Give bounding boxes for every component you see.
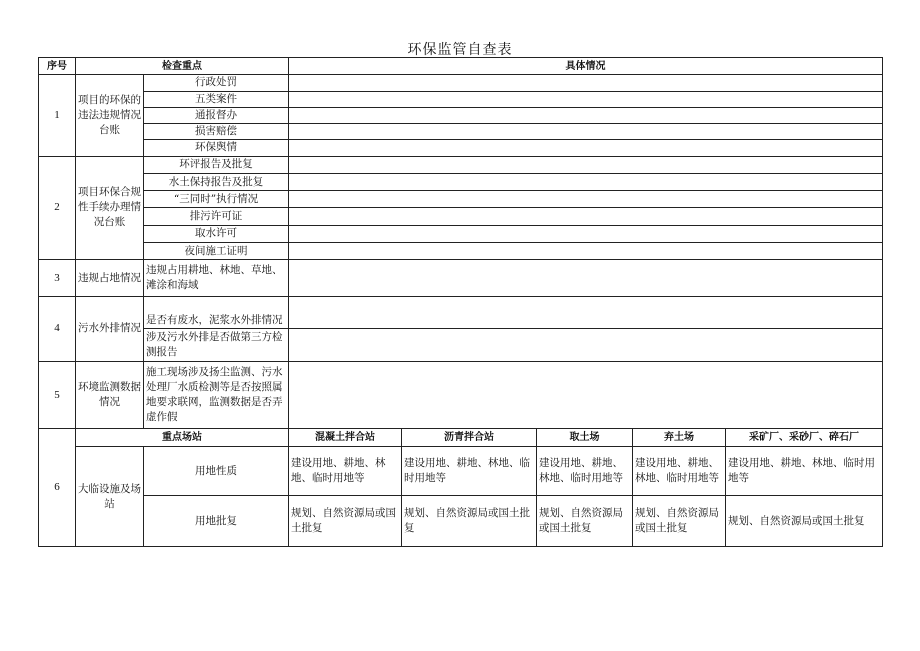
station-cell: 建设用地、耕地、林地、临时用地等 [537, 447, 633, 496]
section-label: 项目的环保的违法违规情况台账 [76, 75, 144, 156]
focus-item: 环评报告及批复 [144, 156, 289, 173]
key-station-header: 重点场站 [76, 429, 289, 447]
row-label: 用地批复 [144, 496, 289, 547]
row-label: 用地性质 [144, 447, 289, 496]
detail-cell[interactable] [289, 208, 883, 225]
table-row [39, 329, 883, 362]
detail-cell[interactable] [289, 243, 883, 260]
table-row [39, 75, 883, 91]
focus-item: 排污许可证 [144, 208, 289, 225]
section-number: 5 [39, 361, 76, 428]
self-check-table [38, 57, 883, 547]
detail-cell[interactable] [289, 156, 883, 173]
station-cell: 建设用地、耕地、林地、临时用地等 [289, 447, 402, 496]
focus-item: 涉及污水外排是否做第三方检测报告 [144, 329, 289, 362]
detail-cell[interactable] [289, 260, 883, 297]
station-column-header: 弃土场 [633, 429, 726, 447]
table-row [39, 243, 883, 260]
focus-item: 环保舆情 [144, 140, 289, 156]
station-cell: 规划、自然资源局或国土批复 [402, 496, 537, 547]
focus-item: 夜间施工证明 [144, 243, 289, 260]
detail-cell[interactable] [289, 329, 883, 362]
table-row [39, 496, 883, 547]
station-cell: 建设用地、耕地、林地、临时用地等 [633, 447, 726, 496]
table-row [39, 296, 883, 329]
focus-item: “三同时”执行情况 [144, 191, 289, 208]
station-cell: 建设用地、耕地、林地、临时用地等 [726, 447, 883, 496]
focus-item: 通报督办 [144, 107, 289, 123]
focus-item: 取水许可 [144, 225, 289, 242]
detail-cell[interactable] [289, 140, 883, 156]
table-row [39, 447, 883, 496]
table-row [39, 429, 883, 447]
station-cell: 建设用地、耕地、林地、临时用地等 [402, 447, 537, 496]
station-column-header: 混凝土拌合站 [289, 429, 402, 447]
section-number: 2 [39, 156, 76, 260]
focus-item: 施工现场涉及扬尘监测、污水处理厂水质检测等是否按照属地要求联网，监测数据是否弄虚作假 [144, 361, 289, 428]
focus-item: 违规占用耕地、林地、草地、滩涂和海域 [144, 260, 289, 297]
section-number: 4 [39, 296, 76, 361]
focus-item: 损害赔偿 [144, 124, 289, 140]
section-label: 违规占地情况 [76, 260, 144, 297]
table-row [39, 107, 883, 123]
header-detail: 具体情况 [289, 58, 883, 75]
focus-item: 五类案件 [144, 91, 289, 107]
page-title: 环保监管自查表 [407, 42, 513, 58]
section-label: 环境监测数据情况 [76, 361, 144, 428]
section-number: 1 [39, 75, 76, 156]
table-row [39, 156, 883, 173]
table-row [39, 260, 883, 297]
table-row [39, 191, 883, 208]
section-label: 大临设施及场站 [76, 447, 144, 547]
detail-cell[interactable] [289, 107, 883, 123]
header-row [39, 58, 883, 75]
table-row [39, 173, 883, 190]
station-cell: 规划、自然资源局或国土批复 [537, 496, 633, 547]
table-row [39, 124, 883, 140]
detail-cell[interactable] [289, 91, 883, 107]
detail-cell[interactable] [289, 296, 883, 329]
detail-cell[interactable] [289, 124, 883, 140]
station-column-header: 沥青拌合站 [402, 429, 537, 447]
focus-item: 是否有废水，泥浆水外排情况 [144, 296, 289, 329]
section-label: 项目环保合规性手续办理情况台账 [76, 156, 144, 260]
detail-cell[interactable] [289, 173, 883, 190]
station-cell: 规划、自然资源局或国土批复 [726, 496, 883, 547]
table-row [39, 91, 883, 107]
section-number: 3 [39, 260, 76, 297]
header-focus: 检查重点 [76, 58, 289, 75]
header-seq: 序号 [39, 58, 76, 75]
station-column-header: 取土场 [537, 429, 633, 447]
detail-cell[interactable] [289, 75, 883, 91]
detail-cell[interactable] [289, 225, 883, 242]
table-row [39, 140, 883, 156]
section-number: 6 [39, 429, 76, 547]
station-cell: 规划、自然资源局或国土批复 [289, 496, 402, 547]
detail-cell[interactable] [289, 361, 883, 428]
section-label: 污水外排情况 [76, 296, 144, 361]
table-row [39, 225, 883, 242]
focus-item: 水土保持报告及批复 [144, 173, 289, 190]
station-column-header: 采矿厂、采砂厂、碎石厂 [726, 429, 883, 447]
detail-cell[interactable] [289, 191, 883, 208]
focus-item: 行政处罚 [144, 75, 289, 91]
table-row [39, 208, 883, 225]
table-row [39, 361, 883, 428]
station-cell: 规划、自然资源局或国土批复 [633, 496, 726, 547]
